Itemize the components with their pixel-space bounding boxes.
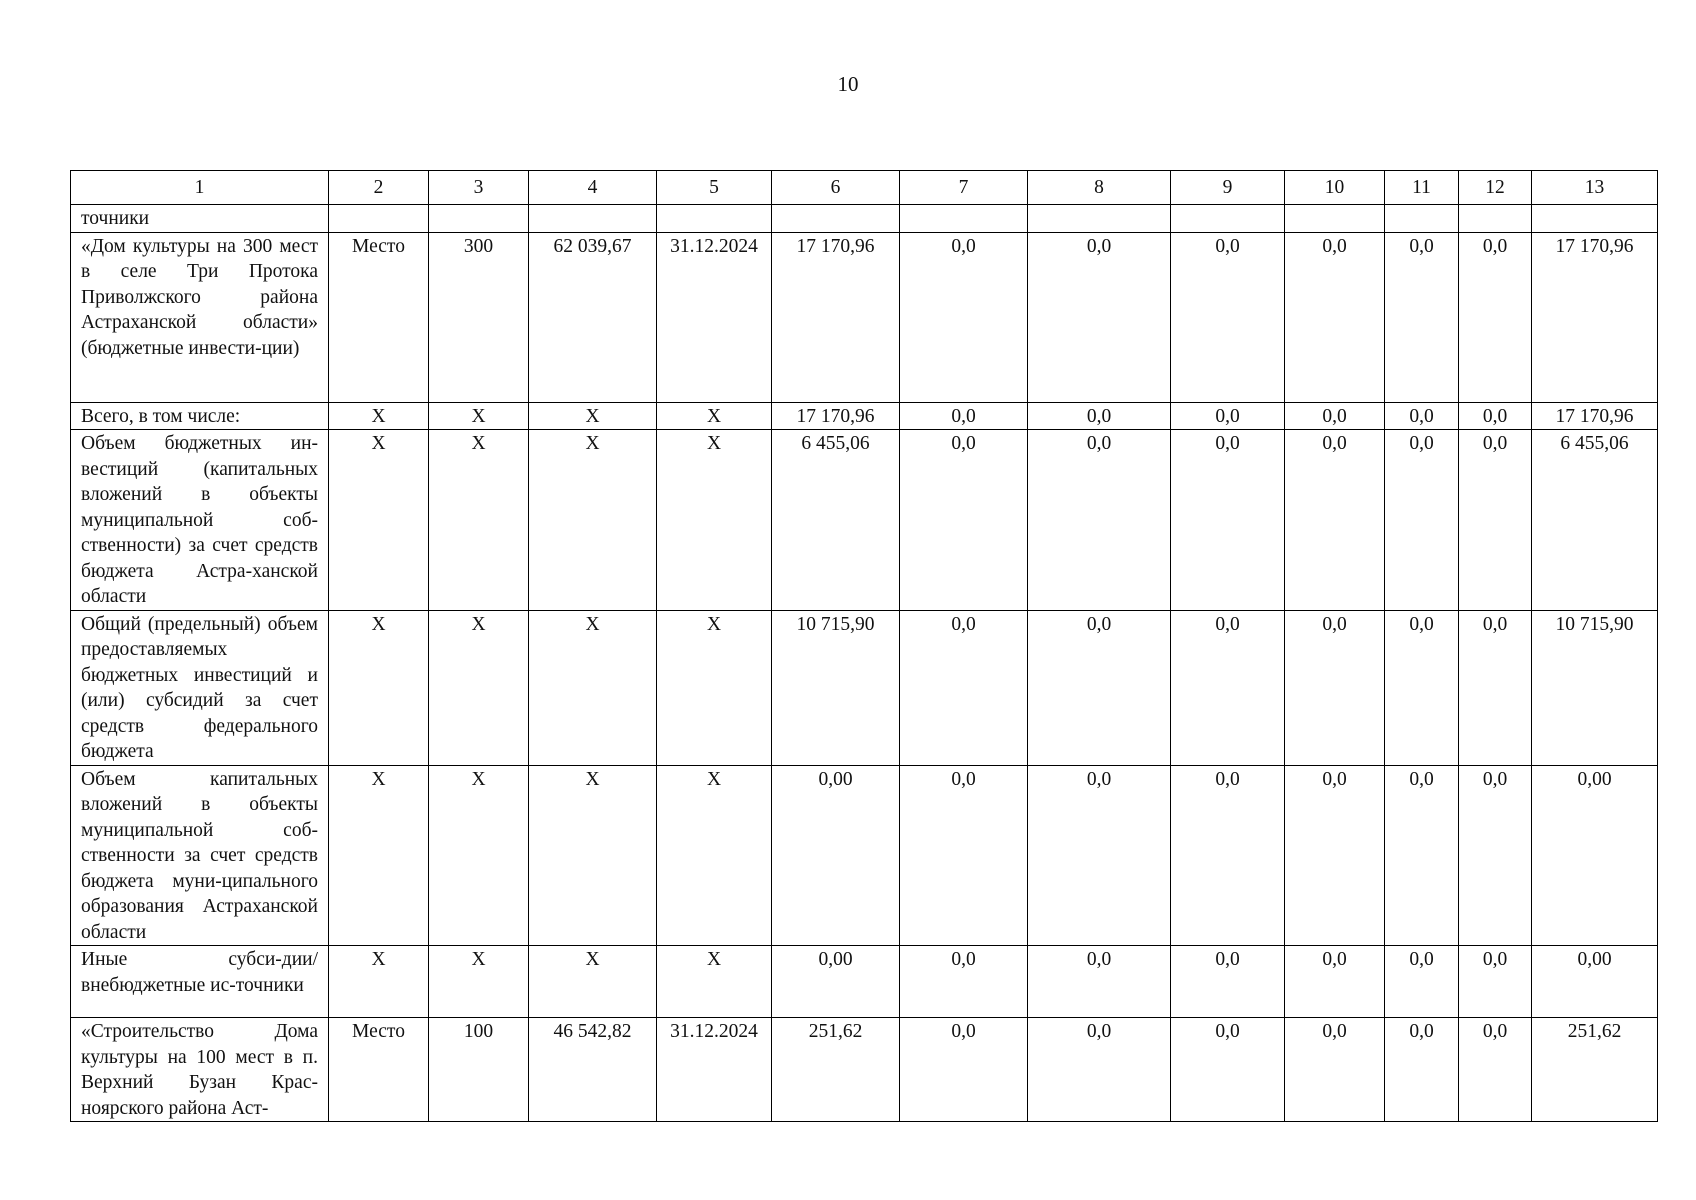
table-cell: Х (657, 946, 772, 1018)
table-row (71, 946, 1658, 1018)
table-cell: 0,0 (900, 610, 1028, 765)
table-cell: 0,0 (1171, 946, 1285, 1018)
column-header: 5 (657, 171, 772, 205)
table-cell: Х (529, 946, 657, 1018)
row-description: Объем капитальных вложений в объекты муниципальной соб-ственности за счет средств бюджета муни-ципального образования Астраханской области (71, 765, 329, 946)
table-row (71, 765, 1658, 946)
header-row (71, 171, 1658, 205)
row-description: Общий (предельный) объем предоставляемых бюджетных инвестиций и (или) субсидий за счет средств федерального бюджета (71, 610, 329, 765)
budget-table (70, 170, 1658, 1122)
table-cell: 0,00 (1532, 765, 1658, 946)
table-cell: 10 715,90 (772, 610, 900, 765)
table-cell: 100 (429, 1018, 529, 1122)
table-cell: 0,0 (1171, 232, 1285, 402)
table-cell: Х (657, 402, 772, 430)
table-cell: 0,0 (1028, 946, 1171, 1018)
table-cell: Место (329, 232, 429, 402)
column-header: 1 (71, 171, 329, 205)
table-cell (1285, 205, 1385, 233)
table-cell: Х (329, 430, 429, 611)
table-row (71, 205, 1658, 233)
table-cell: Х (529, 430, 657, 611)
table-cell: 0,0 (1459, 1018, 1532, 1122)
table-cell: 0,0 (1171, 1018, 1285, 1122)
table-cell: 62 039,67 (529, 232, 657, 402)
table-row (71, 1018, 1658, 1122)
table-cell: Х (657, 765, 772, 946)
table-cell: Х (429, 402, 529, 430)
table-cell: Место (329, 1018, 429, 1122)
table-cell: 46 542,82 (529, 1018, 657, 1122)
table-cell: 0,0 (1285, 610, 1385, 765)
table-cell: 0,00 (772, 765, 900, 946)
row-description: «Строительство Дома культуры на 100 мест в п. Верхний Бузан Крас-ноярского района Аст- (71, 1018, 329, 1122)
table-cell: 0,0 (1285, 402, 1385, 430)
table-cell: Х (657, 610, 772, 765)
table-cell: 0,0 (1459, 946, 1532, 1018)
table-cell: Х (329, 402, 429, 430)
table-row (71, 402, 1658, 430)
table-cell: 0,0 (1385, 232, 1459, 402)
table-cell: 300 (429, 232, 529, 402)
table-cell: Х (429, 946, 529, 1018)
table-cell: 0,0 (1171, 430, 1285, 611)
table-cell: Х (529, 610, 657, 765)
table-cell: 0,0 (1285, 232, 1385, 402)
table-cell (657, 205, 772, 233)
table-cell: 0,0 (1385, 1018, 1459, 1122)
table-cell: 31.12.2024 (657, 1018, 772, 1122)
table-cell (1532, 205, 1658, 233)
table-cell: 6 455,06 (772, 430, 900, 611)
table-cell: 0,0 (1459, 232, 1532, 402)
table-cell: 10 715,90 (1532, 610, 1658, 765)
row-description: Всего, в том числе: (71, 402, 329, 430)
column-header: 2 (329, 171, 429, 205)
table-cell: 0,0 (1459, 430, 1532, 611)
table-cell (1171, 205, 1285, 233)
table-cell: 0,0 (1028, 765, 1171, 946)
table-row (71, 232, 1658, 402)
table-cell: Х (529, 765, 657, 946)
table-cell: 0,0 (900, 946, 1028, 1018)
table-cell: 0,0 (1385, 946, 1459, 1018)
row-description: «Дом культуры на 300 мест в селе Три Протока Приволжского района Астраханской области» (бюджетные инвести-ции) (71, 232, 329, 402)
table-cell: 251,62 (1532, 1018, 1658, 1122)
table-cell: 251,62 (772, 1018, 900, 1122)
page-number: 10 (837, 72, 859, 96)
table-cell: 0,0 (1028, 402, 1171, 430)
column-header: 13 (1532, 171, 1658, 205)
table-cell (1459, 205, 1532, 233)
table-cell: Х (429, 610, 529, 765)
table-cell: Х (429, 765, 529, 946)
table-cell: 17 170,96 (772, 232, 900, 402)
table-cell: 6 455,06 (1532, 430, 1658, 611)
table-row (71, 430, 1658, 611)
table-cell: Х (657, 430, 772, 611)
table-cell: 0,0 (900, 1018, 1028, 1122)
table-cell (329, 205, 429, 233)
table-cell: 0,00 (1532, 946, 1658, 1018)
column-header: 9 (1171, 171, 1285, 205)
table-cell: 0,0 (1285, 430, 1385, 611)
table-cell (1385, 205, 1459, 233)
table-cell: 0,0 (1459, 765, 1532, 946)
column-header: 12 (1459, 171, 1532, 205)
table-cell: Х (429, 430, 529, 611)
table-cell: 0,0 (900, 232, 1028, 402)
table-cell: 0,0 (900, 765, 1028, 946)
table-cell: 0,00 (772, 946, 900, 1018)
table-cell: 0,0 (1385, 610, 1459, 765)
table-cell: 0,0 (900, 430, 1028, 611)
table-cell: 0,0 (1385, 402, 1459, 430)
table-cell: 0,0 (1285, 946, 1385, 1018)
table-cell: 0,0 (1459, 610, 1532, 765)
row-description: точники (71, 205, 329, 233)
table-cell (772, 205, 900, 233)
table-cell: 0,0 (1171, 765, 1285, 946)
table-cell: 0,0 (1028, 610, 1171, 765)
table-cell: 0,0 (1171, 610, 1285, 765)
table-row (71, 610, 1658, 765)
table-cell: Х (529, 402, 657, 430)
column-header: 3 (429, 171, 529, 205)
column-header: 7 (900, 171, 1028, 205)
table-cell (900, 205, 1028, 233)
row-description: Объем бюджетных ин-вестиций (капитальных вложений в объекты муниципальной соб-ственности) за счет средств бюджета Астра-ханской области (71, 430, 329, 611)
table-cell: 0,0 (900, 402, 1028, 430)
table-cell (529, 205, 657, 233)
table-cell: 31.12.2024 (657, 232, 772, 402)
table-cell: 0,0 (1385, 430, 1459, 611)
row-description: Иные субси-дии/внебюджетные ис-точники (71, 946, 329, 1018)
table-cell: 0,0 (1285, 1018, 1385, 1122)
table-cell: 0,0 (1285, 765, 1385, 946)
table-cell: 0,0 (1459, 402, 1532, 430)
table-cell: Х (329, 946, 429, 1018)
column-header: 4 (529, 171, 657, 205)
table-cell: 0,0 (1028, 430, 1171, 611)
table-cell: 17 170,96 (1532, 402, 1658, 430)
table-cell (429, 205, 529, 233)
table-cell: 0,0 (1171, 402, 1285, 430)
table-cell: 0,0 (1028, 1018, 1171, 1122)
table-cell: 17 170,96 (772, 402, 900, 430)
table-cell (1028, 205, 1171, 233)
table-cell: 17 170,96 (1532, 232, 1658, 402)
column-header: 6 (772, 171, 900, 205)
column-header: 11 (1385, 171, 1459, 205)
column-header: 8 (1028, 171, 1171, 205)
table-cell: Х (329, 610, 429, 765)
table-cell: Х (329, 765, 429, 946)
column-header: 10 (1285, 171, 1385, 205)
table-cell: 0,0 (1028, 232, 1171, 402)
table-cell: 0,0 (1385, 765, 1459, 946)
